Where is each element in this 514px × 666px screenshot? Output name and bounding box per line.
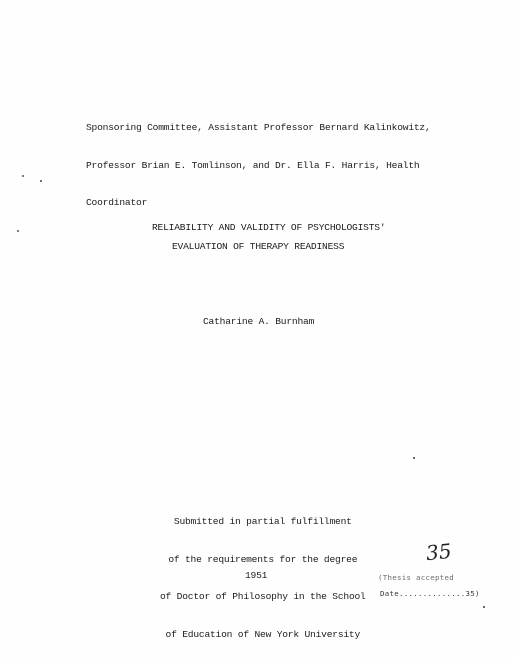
scan-speck: [22, 175, 24, 177]
committee-line: Professor Brian E. Tomlinson, and Dr. Ella F. Harris, Health: [86, 159, 420, 171]
thesis-title-line-2: EVALUATION OF THERAPY READINESS: [172, 241, 345, 252]
thesis-title-line-1: RELIABILITY AND VALIDITY OF PSYCHOLOGISTS': [152, 222, 386, 233]
submission-line: of the requirements for the degree: [168, 553, 358, 565]
scan-speck: [40, 180, 42, 182]
committee-line: Sponsoring Committee, Assistant Professor Bernard Kalinkowitz,: [86, 122, 431, 133]
submission-line: Submitted in partial fulfillment: [173, 516, 352, 527]
acceptance-stamp-line-1: (Thesis accepted: [378, 573, 454, 582]
submission-line: of Education of New York University: [165, 628, 361, 640]
acceptance-stamp-line-2: Date..............35): [380, 589, 480, 598]
scan-speck: [17, 230, 19, 232]
sponsoring-committee: [86, 97, 431, 235]
handwritten-page-number: 35: [424, 538, 453, 566]
submission-line: of Doctor of Philosophy in the School: [160, 591, 366, 602]
scan-speck: [413, 457, 415, 459]
author-name: Catharine A. Burnham: [203, 316, 315, 327]
committee-line: Coordinator: [86, 197, 148, 208]
scan-speck: [483, 606, 485, 608]
submission-year: 1951: [245, 570, 268, 581]
